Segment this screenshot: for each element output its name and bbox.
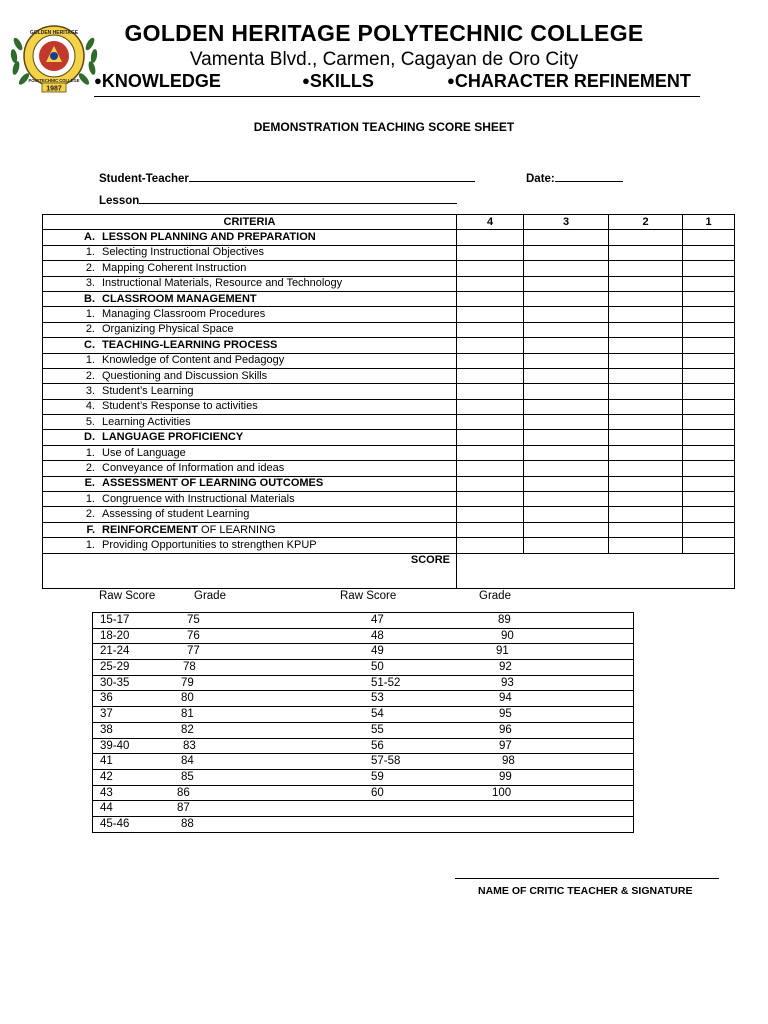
score-cell[interactable]	[457, 492, 524, 507]
score-cell[interactable]	[609, 322, 683, 337]
score-cell[interactable]	[683, 415, 735, 430]
criteria-number: 3.	[85, 277, 95, 290]
score-4-header: 4	[457, 215, 524, 230]
criteria-text: Conveyance of Information and ideas	[102, 461, 285, 474]
criteria-number: A.	[84, 231, 95, 244]
score-cell[interactable]	[457, 415, 524, 430]
raw-score-value: 42	[100, 770, 113, 783]
score-cell[interactable]	[457, 230, 524, 245]
grade-value: 86	[177, 786, 190, 799]
criteria-cell	[43, 322, 457, 337]
criteria-text: Instructional Materials, Resource and Technology	[102, 277, 343, 290]
score-cell[interactable]	[609, 353, 683, 368]
raw-score-value: 54	[371, 708, 384, 721]
raw-score-value: 60	[371, 786, 384, 799]
score-cell[interactable]	[524, 307, 609, 322]
criteria-text: Providing Opportunities to strengthen KPUP	[102, 538, 317, 551]
student-teacher-field[interactable]	[99, 170, 475, 185]
raw-score-value: 49	[371, 645, 384, 658]
criteria-item-row	[43, 415, 735, 430]
criteria-number: E.	[84, 477, 95, 490]
score-cell[interactable]	[683, 461, 735, 476]
score-cell[interactable]	[683, 322, 735, 337]
criteria-number: 2.	[85, 261, 95, 274]
score-cell[interactable]	[683, 507, 735, 522]
score-cell[interactable]	[683, 276, 735, 291]
grade-row	[93, 801, 634, 817]
motto-item: ●CHARACTER REFINEMENT	[447, 71, 691, 91]
grade-value: 90	[501, 629, 514, 642]
grade-row	[93, 707, 634, 723]
lesson-label: Lesson	[99, 195, 140, 207]
grade-row	[93, 722, 634, 738]
score-cell[interactable]	[609, 399, 683, 414]
raw-score-value: 51-52	[371, 676, 401, 689]
grade-row-cell	[93, 644, 634, 660]
raw-score-value: 59	[371, 770, 384, 783]
score-cell[interactable]	[524, 399, 609, 414]
criteria-table	[42, 214, 735, 589]
criteria-text: Selecting Instructional Objectives	[102, 246, 265, 259]
criteria-number: 2.	[85, 369, 95, 382]
criteria-cell	[43, 461, 457, 476]
score-cell[interactable]	[609, 492, 683, 507]
score-cell[interactable]	[524, 492, 609, 507]
score-cell[interactable]	[683, 307, 735, 322]
grade-value: 95	[499, 708, 512, 721]
grade-row	[93, 738, 634, 754]
motto-item: ●KNOWLEDGE	[94, 71, 221, 91]
criteria-cell	[43, 368, 457, 383]
score-cell[interactable]	[457, 399, 524, 414]
score-cell[interactable]	[457, 291, 524, 306]
grade-value: 82	[181, 723, 194, 736]
score-cell[interactable]	[683, 522, 735, 537]
criteria-cell	[43, 276, 457, 291]
grade-value: 89	[498, 614, 511, 626]
criteria-section-row	[43, 338, 735, 353]
criteria-item-row	[43, 507, 735, 522]
score-cell[interactable]	[457, 261, 524, 276]
grade-row	[93, 660, 634, 676]
criteria-cell	[43, 507, 457, 522]
bullet-icon: ●	[302, 73, 310, 88]
criteria-cell	[43, 245, 457, 260]
student-teacher-blank[interactable]	[189, 170, 475, 182]
criteria-cell	[43, 353, 457, 368]
score-cell[interactable]	[524, 245, 609, 260]
criteria-header-row	[43, 215, 735, 230]
criteria-text: REINFORCEMENT	[102, 523, 198, 536]
grade-row-cell	[93, 801, 634, 817]
svg-text:POLYTECHNIC COLLEGE: POLYTECHNIC COLLEGE	[28, 78, 80, 83]
score-cell[interactable]	[683, 368, 735, 383]
score-total-cell[interactable]	[457, 553, 735, 588]
score-cell[interactable]	[457, 522, 524, 537]
grade-row-cell	[93, 707, 634, 723]
criteria-item-row	[43, 384, 735, 399]
score-cell[interactable]	[609, 476, 683, 491]
grade-value: 85	[181, 770, 194, 783]
raw-score-value: 56	[371, 739, 384, 752]
grade-row-cell	[93, 613, 634, 629]
criteria-number: 1.	[85, 246, 95, 259]
grade-row-cell	[93, 738, 634, 754]
grade-value: 99	[499, 770, 512, 783]
criteria-number: 3.	[85, 384, 95, 397]
score-cell[interactable]	[524, 522, 609, 537]
raw-score-value: 21-24	[100, 645, 130, 658]
criteria-text: TEACHING-LEARNING PROCESS	[102, 338, 278, 351]
score-cell[interactable]	[609, 368, 683, 383]
raw-score-value: 25-29	[100, 661, 130, 674]
score-cell[interactable]	[524, 368, 609, 383]
score-cell[interactable]	[457, 338, 524, 353]
raw-score-value: 44	[100, 802, 113, 815]
raw-score-value: 53	[371, 692, 384, 705]
score-cell[interactable]	[457, 445, 524, 460]
criteria-text: Managing Classroom Procedures	[102, 308, 266, 321]
score-cell[interactable]	[524, 430, 609, 445]
score-cell[interactable]	[457, 245, 524, 260]
criteria-number: D.	[84, 431, 95, 444]
criteria-text: Congruence with Instructional Materials	[102, 492, 295, 505]
criteria-text: Learning Activities	[102, 415, 191, 428]
score-cell[interactable]	[683, 230, 735, 245]
criteria-item-row	[43, 322, 735, 337]
college-name: GOLDEN HERITAGE POLYTECHNIC COLLEGE	[124, 20, 644, 46]
grade-row-cell	[93, 628, 634, 644]
grade-row	[93, 785, 634, 801]
grade-value: 81	[181, 708, 194, 721]
score-cell[interactable]	[609, 338, 683, 353]
grade-row-cell	[93, 675, 634, 691]
grade-row	[93, 769, 634, 785]
grade-row	[93, 691, 634, 707]
score-cell[interactable]	[524, 291, 609, 306]
criteria-text: Assessing of student Learning	[102, 508, 250, 521]
score-cell[interactable]	[609, 507, 683, 522]
score-cell[interactable]	[457, 276, 524, 291]
student-teacher-label: Student-Teacher	[99, 173, 189, 185]
criteria-item-row	[43, 276, 735, 291]
score-cell[interactable]	[609, 445, 683, 460]
criteria-cell	[43, 430, 457, 445]
criteria-item-row	[43, 461, 735, 476]
criteria-cell	[43, 291, 457, 306]
score-cell[interactable]	[683, 538, 735, 553]
criteria-number: 1.	[85, 492, 95, 505]
score-row	[43, 553, 735, 588]
criteria-number: 5.	[85, 415, 95, 428]
grade-row-cell	[93, 691, 634, 707]
grade-row-cell	[93, 769, 634, 785]
raw-score-value: 15-17	[100, 614, 130, 626]
score-cell[interactable]	[524, 353, 609, 368]
criteria-section-row	[43, 291, 735, 306]
criteria-number: B.	[84, 292, 95, 305]
motto-item: ●SKILLS	[302, 71, 374, 91]
svg-text:GOLDEN HERITAGE: GOLDEN HERITAGE	[29, 30, 79, 36]
criteria-cell	[43, 522, 457, 537]
score-cell[interactable]	[524, 322, 609, 337]
grade-value: 75	[187, 614, 200, 626]
grade-value: 96	[499, 723, 512, 736]
grade-row	[93, 675, 634, 691]
score-cell[interactable]	[524, 384, 609, 399]
criteria-number: 2.	[85, 323, 95, 336]
criteria-number: F.	[86, 523, 95, 536]
score-cell[interactable]	[524, 261, 609, 276]
lesson-field[interactable]	[99, 192, 457, 207]
criteria-section-row	[43, 522, 735, 537]
score-cell[interactable]	[457, 507, 524, 522]
score-cell[interactable]	[609, 230, 683, 245]
criteria-text: Questioning and Discussion Skills	[102, 369, 268, 382]
criteria-item-row	[43, 307, 735, 322]
criteria-section-row	[43, 476, 735, 491]
grade-value: 88	[181, 817, 194, 830]
score-cell[interactable]	[683, 291, 735, 306]
grade-value: 97	[499, 739, 512, 752]
criteria-cell	[43, 307, 457, 322]
score-cell[interactable]	[524, 445, 609, 460]
college-address: Vamenta Blvd., Carmen, Cagayan de Oro City	[189, 49, 579, 70]
score-cell[interactable]	[609, 538, 683, 553]
score-cell[interactable]	[457, 461, 524, 476]
score-cell[interactable]	[457, 476, 524, 491]
criteria-cell	[43, 261, 457, 276]
grade-value: 76	[187, 629, 200, 642]
criteria-text: CLASSROOM MANAGEMENT	[102, 292, 257, 305]
criteria-item-row	[43, 353, 735, 368]
criteria-cell	[43, 476, 457, 491]
score-cell[interactable]	[683, 399, 735, 414]
score-cell[interactable]	[683, 445, 735, 460]
score-cell[interactable]	[457, 307, 524, 322]
raw-score-value: 50	[371, 661, 384, 674]
score-cell[interactable]	[609, 261, 683, 276]
score-3-header: 3	[524, 215, 609, 230]
grade-row	[93, 644, 634, 660]
svg-text:1987: 1987	[46, 85, 62, 93]
grade-row	[93, 816, 634, 832]
grade-value: 77	[187, 645, 200, 658]
score-cell[interactable]	[524, 538, 609, 553]
grade-value: 91	[496, 645, 509, 658]
grade-header-grade-2: Grade	[479, 590, 511, 602]
grade-value: 94	[499, 692, 512, 705]
criteria-cell	[43, 415, 457, 430]
criteria-text: LANGUAGE PROFICIENCY	[102, 431, 244, 444]
criteria-text: Student’s Response to activities	[102, 400, 258, 413]
criteria-text: Mapping Coherent Instruction	[102, 261, 247, 274]
score-cell[interactable]	[609, 276, 683, 291]
lesson-blank[interactable]	[139, 192, 457, 204]
raw-score-value: 55	[371, 723, 384, 736]
criteria-cell	[43, 538, 457, 553]
criteria-text: Knowledge of Content and Pedagogy	[102, 354, 285, 367]
score-cell[interactable]	[609, 461, 683, 476]
grade-header-grade: Grade	[194, 590, 226, 602]
criteria-text: LESSON PLANNING AND PREPARATION	[102, 231, 316, 244]
criteria-section-row	[43, 230, 735, 245]
score-1-header: 1	[683, 215, 735, 230]
score-cell[interactable]	[524, 415, 609, 430]
criteria-number: 1.	[85, 354, 95, 367]
criteria-number: 4.	[85, 400, 95, 413]
signature-label: NAME OF CRITIC TEACHER & SIGNATURE	[478, 885, 693, 897]
score-cell[interactable]	[524, 276, 609, 291]
raw-score-value: 18-20	[100, 629, 130, 642]
score-cell[interactable]	[457, 368, 524, 383]
score-cell[interactable]	[609, 415, 683, 430]
criteria-text: ASSESSMENT OF LEARNING OUTCOMES	[102, 477, 324, 490]
criteria-cell	[43, 338, 457, 353]
raw-score-value: 47	[371, 614, 384, 626]
score-cell[interactable]	[609, 430, 683, 445]
criteria-number: 2.	[85, 508, 95, 521]
grade-row	[93, 754, 634, 770]
grade-row-cell	[93, 722, 634, 738]
date-label: Date:	[526, 173, 555, 185]
grade-row-cell	[93, 754, 634, 770]
grade-value: 83	[183, 739, 196, 752]
criteria-item-row	[43, 445, 735, 460]
score-cell[interactable]	[683, 245, 735, 260]
criteria-item-row	[43, 399, 735, 414]
criteria-header: CRITERIA	[43, 215, 457, 230]
grade-value: 79	[181, 676, 194, 689]
criteria-text: Organizing Physical Space	[102, 323, 234, 336]
criteria-text-suffix: OF LEARNING	[197, 523, 276, 536]
grade-row-cell	[93, 816, 634, 832]
score-cell[interactable]	[457, 430, 524, 445]
grade-row-cell	[93, 785, 634, 801]
motto-underline	[94, 96, 700, 97]
criteria-number: 1.	[85, 308, 95, 321]
criteria-cell	[43, 492, 457, 507]
grade-value: 98	[502, 755, 515, 768]
grade-value: 80	[181, 692, 194, 705]
grade-table	[92, 612, 634, 833]
criteria-cell	[43, 445, 457, 460]
score-cell[interactable]	[524, 507, 609, 522]
raw-score-value: 39-40	[100, 739, 130, 752]
raw-score-value: 37	[100, 708, 113, 721]
criteria-item-row	[43, 261, 735, 276]
criteria-item-row	[43, 368, 735, 383]
criteria-number: 1.	[85, 538, 95, 551]
score-cell[interactable]	[683, 492, 735, 507]
criteria-text: Student’s Learning	[102, 384, 194, 397]
criteria-cell	[43, 230, 457, 245]
grade-row-cell	[93, 660, 634, 676]
raw-score-value: 57-58	[371, 755, 401, 768]
score-cell[interactable]	[683, 261, 735, 276]
score-cell[interactable]	[683, 384, 735, 399]
signature-line[interactable]	[455, 878, 719, 879]
date-field[interactable]	[526, 170, 623, 185]
score-cell[interactable]	[683, 430, 735, 445]
score-cell[interactable]	[457, 384, 524, 399]
score-cell[interactable]	[683, 476, 735, 491]
grade-value: 93	[501, 676, 514, 689]
sheet-title: DEMONSTRATION TEACHING SCORE SHEET	[253, 120, 515, 134]
raw-score-value: 36	[100, 692, 113, 705]
score-cell[interactable]	[683, 338, 735, 353]
grade-value: 92	[499, 661, 512, 674]
date-blank[interactable]	[555, 170, 623, 182]
score-cell[interactable]	[524, 230, 609, 245]
score-cell[interactable]	[524, 461, 609, 476]
raw-score-value: 48	[371, 629, 384, 642]
raw-score-value: 45-46	[100, 817, 130, 830]
grade-value: 84	[181, 755, 194, 768]
grade-value: 78	[183, 661, 196, 674]
grade-header-raw-score-2: Raw Score	[340, 590, 397, 602]
criteria-cell	[43, 384, 457, 399]
grade-header-raw-score: Raw Score	[99, 590, 156, 602]
grade-row	[93, 613, 634, 629]
grade-value: 100	[492, 786, 512, 799]
criteria-text: Use of Language	[102, 446, 186, 459]
criteria-item-row	[43, 245, 735, 260]
raw-score-value: 41	[100, 755, 113, 768]
criteria-section-row	[43, 430, 735, 445]
score-2-header: 2	[609, 215, 683, 230]
criteria-number: 2.	[85, 461, 95, 474]
criteria-item-row	[43, 538, 735, 553]
bullet-icon: ●	[447, 73, 455, 88]
criteria-item-row	[43, 492, 735, 507]
score-cell[interactable]	[524, 338, 609, 353]
raw-score-value: 38	[100, 723, 113, 736]
score-cell[interactable]	[609, 307, 683, 322]
raw-score-value: 30-35	[100, 676, 130, 689]
bullet-icon: ●	[94, 73, 102, 88]
criteria-number: 1.	[85, 446, 95, 459]
score-cell[interactable]	[609, 291, 683, 306]
score-cell[interactable]	[457, 322, 524, 337]
score-cell[interactable]	[609, 384, 683, 399]
score-cell[interactable]	[457, 353, 524, 368]
grade-row	[93, 628, 634, 644]
score-cell[interactable]	[609, 245, 683, 260]
score-cell[interactable]	[524, 476, 609, 491]
score-cell[interactable]	[609, 522, 683, 537]
score-cell[interactable]	[683, 353, 735, 368]
criteria-cell	[43, 399, 457, 414]
raw-score-value: 43	[100, 786, 113, 799]
score-cell[interactable]	[457, 538, 524, 553]
criteria-number: C.	[84, 338, 95, 351]
grade-value: 87	[177, 802, 190, 815]
score-label: SCORE	[43, 553, 457, 588]
